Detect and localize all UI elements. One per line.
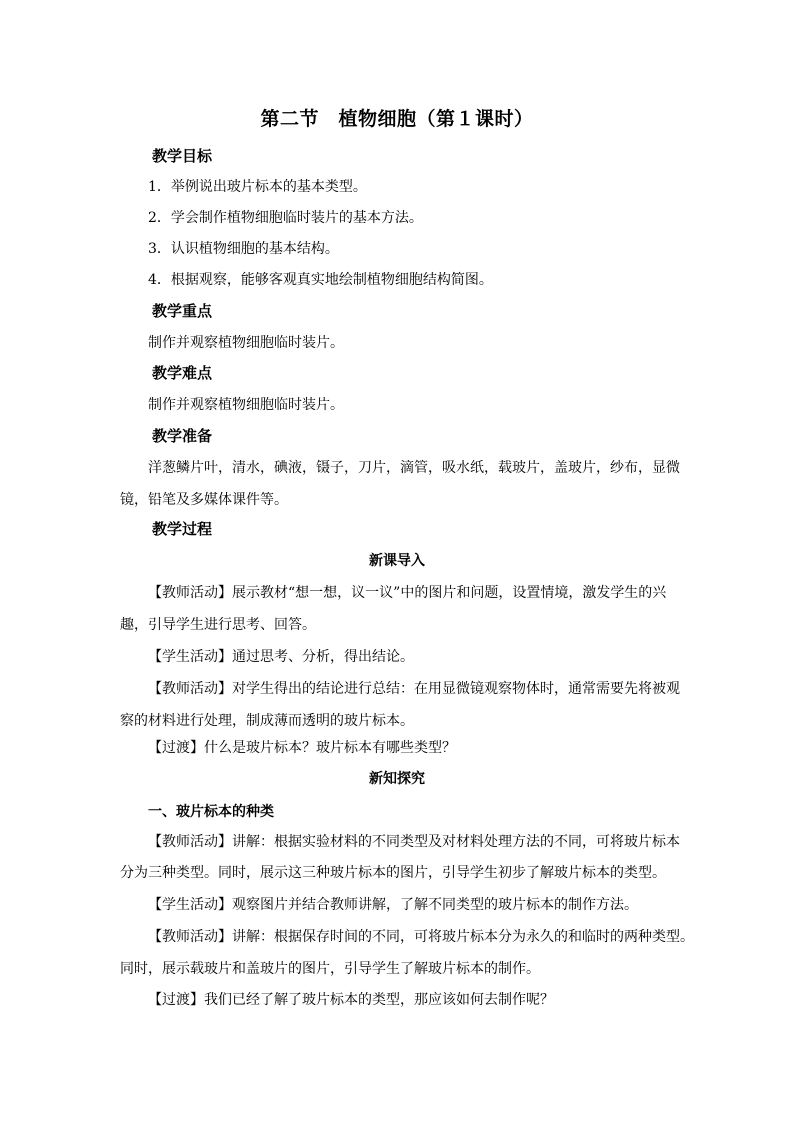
objective-item-1: 1．举例说出玻片标本的基本类型。	[148, 179, 367, 195]
explore-heading: 新知探究	[369, 771, 425, 787]
difficulty-heading: 教学难点	[152, 364, 213, 382]
intro-paragraph-2: 【学生活动】通过思考、分析，得出结论。	[148, 649, 414, 665]
difficulty-text: 制作并观察植物细胞临时装片。	[148, 397, 344, 413]
prep-line-2: 镜，铅笔及多媒体课件等。	[120, 492, 288, 508]
section-1-paragraph-1-line-1: 【教师活动】讲解：根据实验材料的不同类型及对材料处理方法的不同，可将玻片标本	[148, 834, 680, 850]
intro-paragraph-3-line-2: 察的材料进行处理，制成薄而透明的玻片标本。	[120, 713, 414, 729]
intro-paragraph-1-line-1: 【教师活动】展示教材“想一想，议一议”中的图片和问题，设置情境，激发学生的兴	[148, 585, 667, 601]
key-heading: 教学重点	[152, 302, 213, 320]
page-title: 第二节 植物细胞（第１课时）	[260, 108, 534, 130]
objectives-heading: 教学目标	[152, 147, 213, 165]
intro-paragraph-1-line-2: 趣，引导学生进行思考、回答。	[120, 617, 316, 633]
objective-item-3: 3．认识植物细胞的基本结构。	[148, 241, 339, 257]
section-1-paragraph-2: 【学生活动】观察图片并结合教师讲解，了解不同类型的玻片标本的制作方法。	[148, 897, 638, 913]
section-1-paragraph-3-line-2: 同时，展示载玻片和盖玻片的图片，引导学生了解玻片标本的制作。	[120, 961, 540, 977]
intro-heading: 新课导入	[369, 553, 425, 569]
intro-paragraph-4: 【过渡】什么是玻片标本？玻片标本有哪些类型？	[148, 740, 456, 756]
intro-paragraph-3-line-1: 【教师活动】对学生得出的结论进行总结：在用显微镜观察物体时，通常需要先将被观	[148, 681, 680, 697]
process-heading: 教学过程	[152, 520, 213, 538]
prep-heading: 教学准备	[152, 427, 213, 445]
section-1-heading: 一、玻片标本的种类	[148, 804, 274, 820]
prep-line-1: 洋葱鳞片叶，清水，碘液，镊子，刀片，滴管，吸水纸，载玻片，盖玻片，纱布，显微	[148, 460, 680, 476]
section-1-paragraph-3-line-1: 【教师活动】讲解：根据保存时间的不同，可将玻片标本分为永久的和临时的两种类型。	[148, 929, 694, 945]
section-1-paragraph-4: 【过渡】我们已经了解了玻片标本的类型，那应该如何去制作呢？	[148, 992, 554, 1008]
objective-item-2: 2．学会制作植物细胞临时装片的基本方法。	[148, 210, 423, 226]
objective-item-4: 4．根据观察，能够客观真实地绘制植物细胞结构简图。	[148, 272, 493, 288]
section-1-paragraph-1-line-2: 分为三种类型。同时，展示这三种玻片标本的图片，引导学生初步了解玻片标本的类型。	[120, 865, 666, 881]
key-text: 制作并观察植物细胞临时装片。	[148, 335, 344, 351]
